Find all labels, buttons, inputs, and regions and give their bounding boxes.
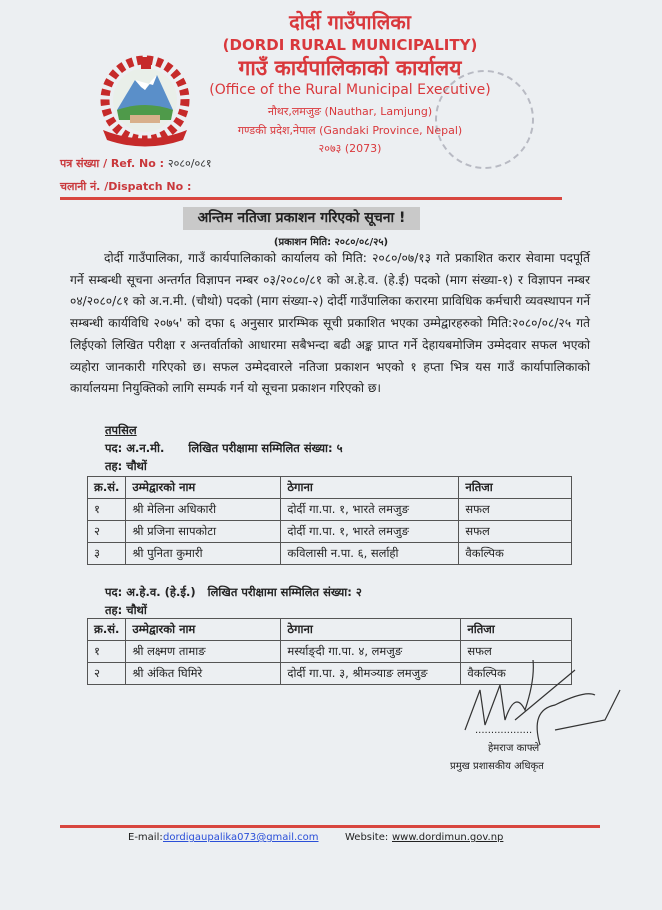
municipality-name-np: दोर्दी गाउँपालिका [289, 10, 411, 34]
cell-serial: १ [88, 499, 126, 521]
footer-divider [60, 825, 600, 828]
email-link[interactable]: dordigaupalika073@gmail.com [163, 832, 319, 843]
table-row [88, 521, 572, 543]
notice-title: अन्तिम नतिजा प्रकाशन गरिएको सूचना ! [183, 207, 420, 230]
table-row [88, 543, 572, 565]
cell-name: श्री लक्ष्मण तामाङ [126, 641, 281, 663]
col-address: ठेगाना [281, 619, 461, 641]
table-row [88, 499, 572, 521]
nepal-emblem-logo [95, 55, 195, 150]
cell-address: दोर्दी गा.पा. १, भारते लमजुङ [281, 521, 459, 543]
section-1-level: तह: चौथों [105, 459, 147, 473]
office-name-en: (Office of the Rural Municipal Executive) [209, 82, 491, 98]
cell-name: श्री अंकित घिमिरे [126, 663, 281, 685]
cell-serial: ३ [88, 543, 126, 565]
col-serial: क्र.सं. [88, 477, 126, 499]
tapasil-heading: तपसिल [105, 423, 137, 437]
section-2-post: पद: अ.हे.व. (हे.ई.) लिखित परीक्षामा सम्मिलित संख्या: २ [105, 585, 362, 599]
signature [455, 650, 630, 760]
cell-name: श्री मेलिना अधिकारी [126, 499, 281, 521]
office-name-np: गाउँ कार्यपालिकाको कार्यालय [238, 56, 462, 80]
col-result: नतिजा [459, 477, 572, 499]
email-label: E-mail: [128, 832, 163, 843]
established-year: २०७३ (2073) [318, 142, 382, 155]
results-table-1 [87, 476, 572, 565]
cell-result: सफल [459, 499, 572, 521]
cell-result: वैकल्पिक [461, 663, 572, 685]
section-1-post: पद: अ.न.मी. लिखित परीक्षामा सम्मिलित संख्या: ५ [105, 441, 343, 455]
publish-date: (प्रकाशन मिति: २०८०/०८/२५) [273, 237, 389, 248]
signatory-designation: प्रमुख प्रशासकीय अधिकृत [450, 761, 544, 772]
cell-name: श्री प्रजिना सापकोटा [126, 521, 281, 543]
col-address: ठेगाना [281, 477, 459, 499]
cell-address: कविलासी न.पा. ६, सर्लाही [281, 543, 459, 565]
col-name: उम्मेद्वारको नाम [126, 619, 281, 641]
cell-serial: २ [88, 521, 126, 543]
cell-address: दोर्दी गा.पा. १, भारते लमजुङ [281, 499, 459, 521]
cell-name: श्री पुनिता कुमारी [126, 543, 281, 565]
signature-dots: .................. [475, 725, 533, 736]
section-2-level: तह: चौथों [105, 603, 147, 617]
website-label: Website: [345, 832, 389, 843]
signatory-name: हेमराज काफ्ले [488, 743, 540, 754]
ref-number: पत्र संख्या / Ref. No : २०८०/०८१ [60, 157, 212, 170]
table-header-row [88, 477, 572, 499]
cell-result: वैकल्पिक [459, 543, 572, 565]
website-link[interactable]: www.dordimun.gov.np [392, 832, 504, 843]
cell-serial: २ [88, 663, 126, 685]
cell-result: सफल [461, 641, 572, 663]
municipality-name-en: (DORDI RURAL MUNICIPALITY) [222, 36, 478, 54]
dispatch-number: चलानी नं. /Dispatch No : [60, 180, 192, 193]
address-line-2: गण्डकी प्रदेश,नेपाल (Gandaki Province, Nepal) [237, 124, 463, 137]
notice-body: दोर्दी गाउँपालिका, गाउँ कार्यपालिकाको कार्यालय को मिति: २०८०/०७/१३ गते प्रकाशित करार सेवामा पदपूर्ति गर्ने सम्बन्धी सूचना अन्तर्गत विज्ञापन नम्बर ०३/२०८०/८१ को अ.हे.व. (हे.ई) पदको (माग संख्या-१) र विज्ञापन नम्बर ०४/२०८०/८१ को अ.न.मी. (चौथो) पदको (माग संख्या-२) दोर्दी गाउँपालिका करारमा प्राविधिक कर्मचारी व्यवस्थापन गर्ने सम्बन्धी कार्यविधि २०७५' को दफा ६ अनुसार प्रारम्भिक सूची प्रकाशित भएका उम्मेद्वारहरुको मिति:२०८०/०८/२५ गते लिईएको लिखित परीक्षा र अन्तर्वार्ताको आधारमा सबैभन्दा बढी अङ्क प्राप्त गर्ने देहायबमोजिम उम्मेदवार सफल भएको व्यहोरा जानकारी गरिएको छ। सफल उम्मेदवारले नतिजा प्रकाशन भएको १ हप्ता भित्र यस गाउँ कार्यापालिकाको कार्यालयमा नियुक्तिको लागि सम्पर्क गर्न यो सूचना प्रकाशन गरिएको छ। [70, 251, 590, 396]
cell-address: दोर्दी गा.पा. ३, श्रीमञ्याङ लमजुङ [281, 663, 461, 685]
cell-result: सफल [459, 521, 572, 543]
cell-address: मर्स्याङ्दी गा.पा. ४, लमजुङ [281, 641, 461, 663]
address-line-1: नौथर,लमजुङ (Nauthar, Lamjung) [267, 105, 433, 118]
cell-serial: १ [88, 641, 126, 663]
col-result: नतिजा [461, 619, 572, 641]
col-serial: क्र.सं. [88, 619, 126, 641]
header-divider [60, 197, 562, 200]
table-header-row [88, 619, 572, 641]
col-name: उम्मेद्वारको नाम [126, 477, 281, 499]
